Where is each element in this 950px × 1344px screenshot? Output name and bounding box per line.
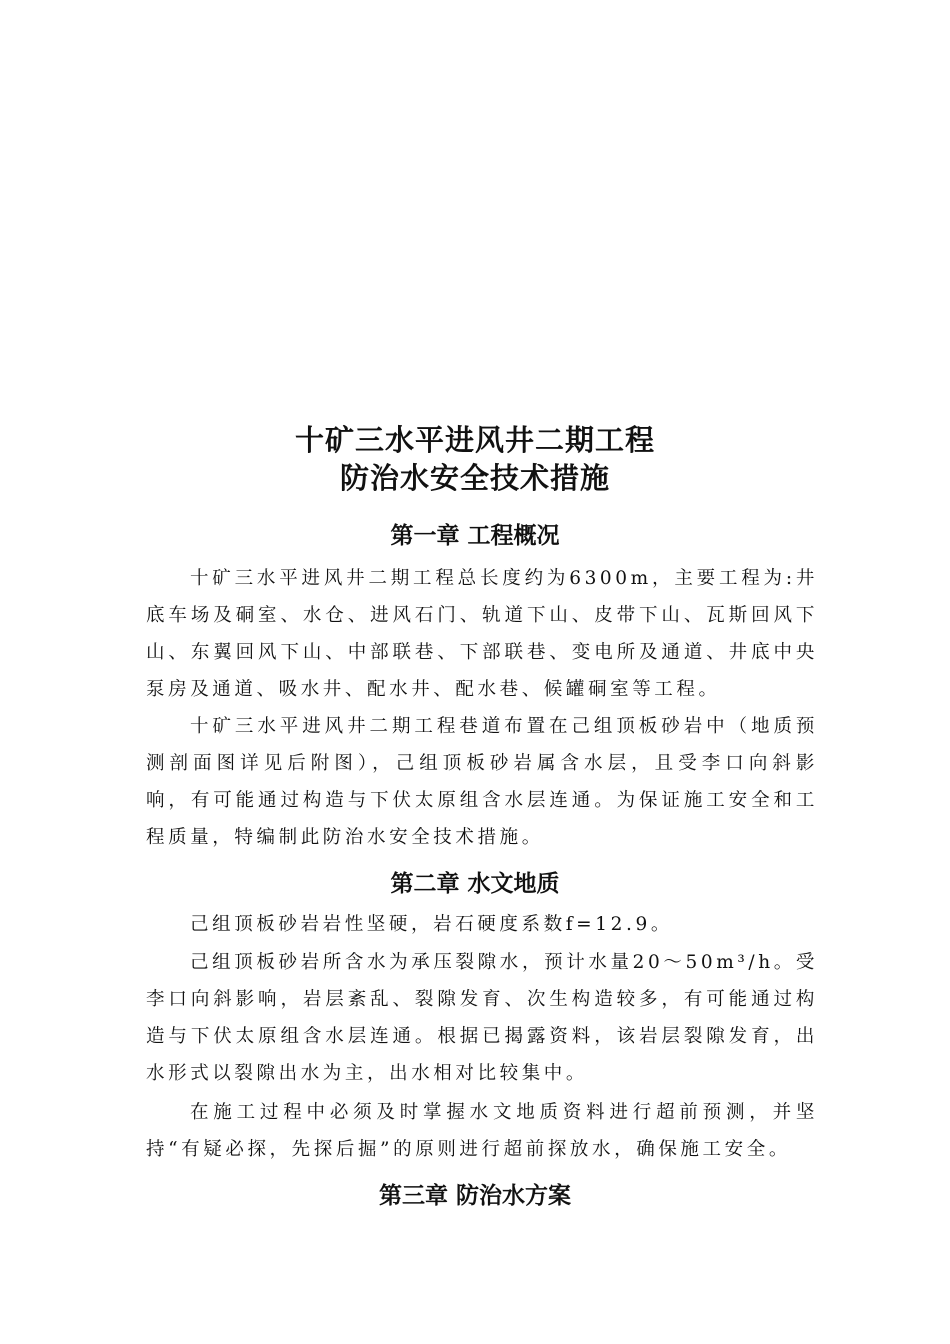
- chapter-1-heading: 第一章 工程概况: [390, 523, 560, 549]
- chapter-2-paragraph-2: 己组顶板砂岩所含水为承压裂隙水，预计水量20～50m³/h。受李口向斜影响，岩层紊乱、裂隙发育、次生构造较多，有可能通过构造与下伏太原组含水层连通。根据已揭露资料，该岩层裂隙发育，出水形式以裂隙出水为主，出水相对比较集中。: [146, 952, 818, 1084]
- chapter-3-heading: 第三章 防治水方案: [378, 1183, 571, 1209]
- chapter-1-paragraph-1: 十矿三水平进风井二期工程总长度约为6300m，主要工程为:井底车场及硐室、水仓、进风石门、轨道下山、皮带下山、瓦斯回风下山、东翼回风下山、中部联巷、下部联巷、变电所及通道、井底中央泵房及通道、吸水井、配水井、配水巷、候罐硐室等工程。: [146, 568, 818, 700]
- chapter-2-heading: 第二章 水文地质: [390, 871, 560, 897]
- chapter-1-paragraph-2: 十矿三水平进风井二期工程巷道布置在己组顶板砂岩中（地质预测剖面图详见后附图），己组顶板砂岩属含水层，且受李口向斜影响，有可能通过构造与下伏太原组含水层连通。为保证施工安全和工程质量，特编制此防治水安全技术措施。: [146, 716, 818, 848]
- chapter-2-paragraph-3: 在施工过程中必须及时掌握水文地质资料进行超前预测，并坚持“有疑必探，先探后掘”的原则进行超前探放水，确保施工安全。: [146, 1102, 818, 1160]
- chapter-2-paragraph-1: 己组顶板砂岩岩性坚硬，岩石硬度系数f=12.9。: [190, 914, 673, 935]
- document-title-line-1: 十矿三水平进风井二期工程: [294, 423, 655, 457]
- document-title-line-2: 防治水安全技术措施: [339, 461, 610, 495]
